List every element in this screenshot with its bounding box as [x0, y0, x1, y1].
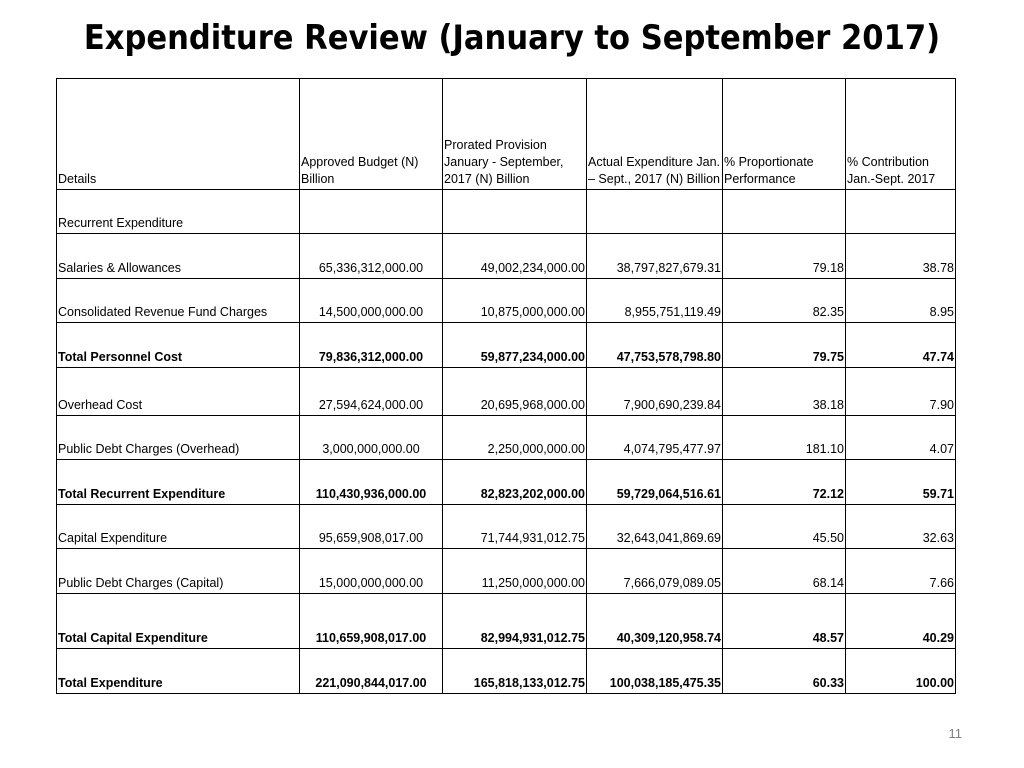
cell-proportionate: 68.14	[723, 549, 846, 594]
row-label: Overhead Cost	[57, 368, 300, 416]
table-row-total	[57, 460, 956, 505]
cell-approved: 110,659,908,017.00	[300, 594, 443, 649]
cell-actual: 7,666,079,089.05	[587, 549, 723, 594]
cell-actual: 4,074,795,477.97	[587, 416, 723, 460]
cell-contribution: 7.66	[846, 549, 956, 594]
table-row	[57, 416, 956, 460]
cell-prorated: 71,744,931,012.75	[443, 505, 587, 549]
cell-contribution: 59.71	[846, 460, 956, 505]
cell-prorated: 59,877,234,000.00	[443, 323, 587, 368]
cell-contribution: 38.78	[846, 234, 956, 279]
cell-proportionate: 38.18	[723, 368, 846, 416]
cell-actual: 47,753,578,798.80	[587, 323, 723, 368]
row-label: Total Personnel Cost	[57, 323, 300, 368]
header-details: Details	[57, 79, 300, 190]
cell-proportionate: 48.57	[723, 594, 846, 649]
table-row-grand-total	[57, 649, 956, 694]
cell-contribution: 4.07	[846, 416, 956, 460]
header-actual-expenditure: Actual Expenditure Jan. – Sept., 2017 (N) Billion	[587, 79, 723, 190]
cell-prorated	[443, 190, 587, 234]
cell-proportionate: 72.12	[723, 460, 846, 505]
page-number: 11	[948, 726, 962, 741]
cell-contribution: 40.29	[846, 594, 956, 649]
header-contribution: % Contribution Jan.-Sept. 2017	[846, 79, 956, 190]
row-label: Recurrent Expenditure	[57, 190, 300, 234]
header-approved-budget: Approved Budget (N) Billion	[300, 79, 443, 190]
cell-actual	[587, 190, 723, 234]
row-label: Total Recurrent Expenditure	[57, 460, 300, 505]
expenditure-table	[56, 78, 956, 694]
header-proportionate-performance: % Proportionate Performance	[723, 79, 846, 190]
cell-actual: 32,643,041,869.69	[587, 505, 723, 549]
cell-contribution: 47.74	[846, 323, 956, 368]
row-label: Total Capital Expenditure	[57, 594, 300, 649]
cell-prorated: 49,002,234,000.00	[443, 234, 587, 279]
cell-prorated: 10,875,000,000.00	[443, 279, 587, 323]
cell-proportionate: 79.18	[723, 234, 846, 279]
cell-actual: 8,955,751,119.49	[587, 279, 723, 323]
cell-approved: 14,500,000,000.00	[300, 279, 443, 323]
table-row-total	[57, 323, 956, 368]
cell-proportionate: 45.50	[723, 505, 846, 549]
row-label: Salaries & Allowances	[57, 234, 300, 279]
cell-actual: 7,900,690,239.84	[587, 368, 723, 416]
cell-approved: 95,659,908,017.00	[300, 505, 443, 549]
cell-proportionate: 181.10	[723, 416, 846, 460]
table-row	[57, 368, 956, 416]
table-row	[57, 234, 956, 279]
cell-prorated: 20,695,968,000.00	[443, 368, 587, 416]
header-prorated-provision: Prorated Provision January - September, 2017 (N) Billion	[443, 79, 587, 190]
row-label: Capital Expenditure	[57, 505, 300, 549]
cell-contribution: 100.00	[846, 649, 956, 694]
cell-proportionate: 60.33	[723, 649, 846, 694]
row-label: Total Expenditure	[57, 649, 300, 694]
cell-actual: 40,309,120,958.74	[587, 594, 723, 649]
cell-contribution	[846, 190, 956, 234]
table-row	[57, 279, 956, 323]
table-row	[57, 549, 956, 594]
cell-proportionate: 82.35	[723, 279, 846, 323]
row-label: Public Debt Charges (Capital)	[57, 549, 300, 594]
table-row	[57, 505, 956, 549]
cell-prorated: 2,250,000,000.00	[443, 416, 587, 460]
cell-contribution: 8.95	[846, 279, 956, 323]
row-label: Public Debt Charges (Overhead)	[57, 416, 300, 460]
table-row-total	[57, 594, 956, 649]
cell-approved: 79,836,312,000.00	[300, 323, 443, 368]
slide-title: Expenditure Review (January to September 2017)	[83, 18, 941, 58]
cell-approved: 110,430,936,000.00	[300, 460, 443, 505]
cell-actual: 100,038,185,475.35	[587, 649, 723, 694]
cell-approved: 221,090,844,017.00	[300, 649, 443, 694]
cell-approved: 27,594,624,000.00	[300, 368, 443, 416]
cell-prorated: 165,818,133,012.75	[443, 649, 587, 694]
cell-actual: 38,797,827,679.31	[587, 234, 723, 279]
header-row	[57, 79, 956, 190]
row-label: Consolidated Revenue Fund Charges	[57, 279, 300, 323]
table-row	[57, 190, 956, 234]
cell-approved: 3,000,000,000.00	[300, 416, 443, 460]
cell-approved	[300, 190, 443, 234]
cell-proportionate	[723, 190, 846, 234]
cell-contribution: 32.63	[846, 505, 956, 549]
cell-prorated: 11,250,000,000.00	[443, 549, 587, 594]
cell-prorated: 82,994,931,012.75	[443, 594, 587, 649]
cell-approved: 65,336,312,000.00	[300, 234, 443, 279]
cell-contribution: 7.90	[846, 368, 956, 416]
cell-actual: 59,729,064,516.61	[587, 460, 723, 505]
cell-approved: 15,000,000,000.00	[300, 549, 443, 594]
cell-prorated: 82,823,202,000.00	[443, 460, 587, 505]
cell-proportionate: 79.75	[723, 323, 846, 368]
